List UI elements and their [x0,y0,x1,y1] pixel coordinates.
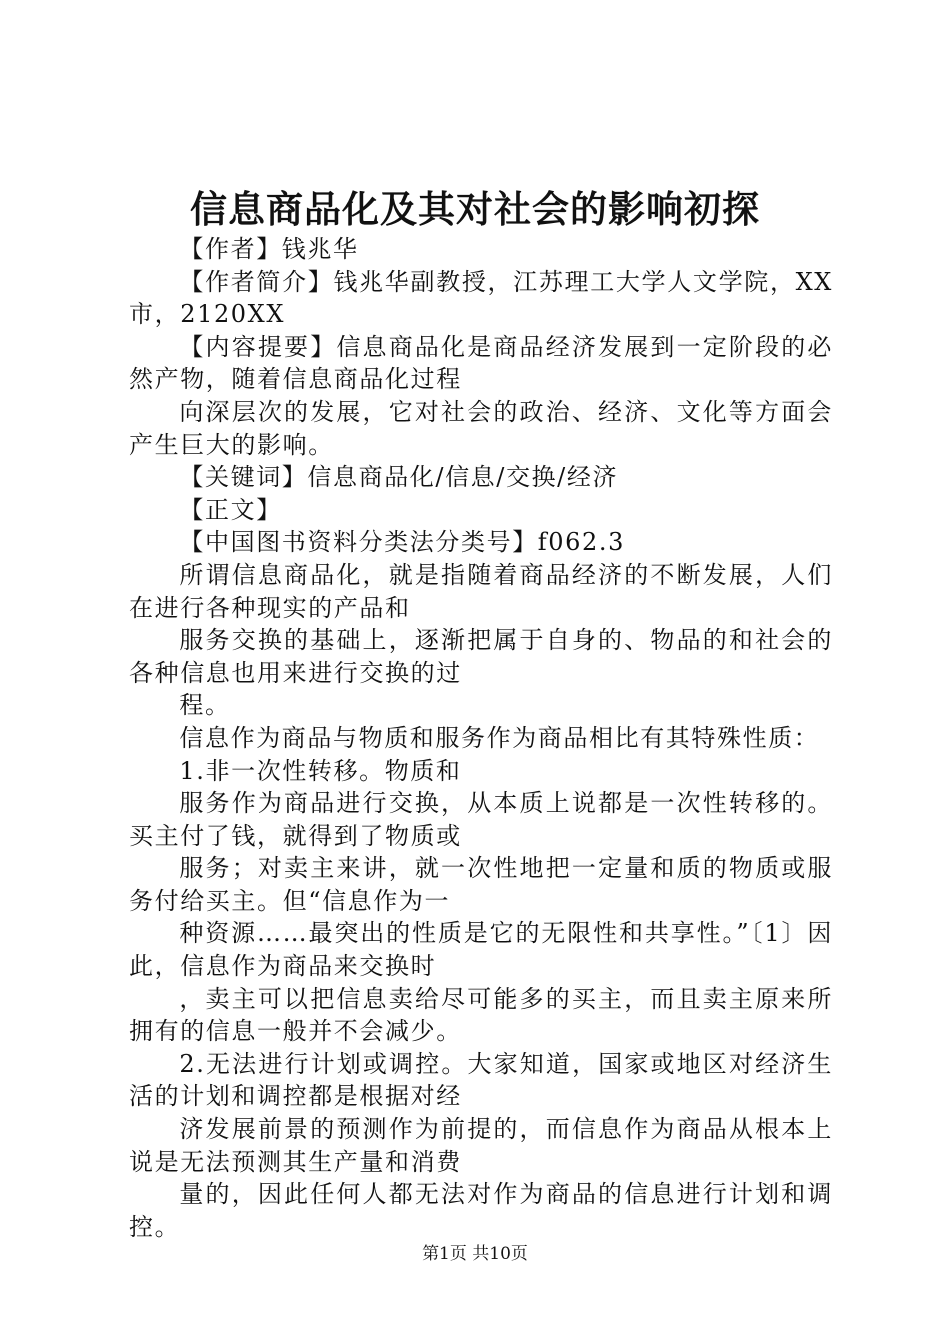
body-paragraph: 程。 [179,691,231,720]
page-number-footer: 第1页 共10页 [422,1244,528,1264]
body-paragraph: ，卖主可以把信息卖给尽可能多的买主，而且卖主原来所拥有的信息一般并不会减少。 [129,984,833,1046]
body-paragraph: 2.无法进行计划或调控。大家知道，国家或地区对经济生活的计划和调控都是根据对经 [129,1049,833,1111]
body-paragraph: 1.非一次性转移。物质和 [179,756,462,785]
abstract-line-1: 【内容提要】信息商品化是商品经济发展到一定阶段的必然产物，随着信息商品化过程 [129,332,833,394]
body-paragraph: 信息作为商品与物质和服务作为商品相比有其特殊性质： [179,723,820,752]
author-line: 【作者】钱兆华 [179,235,359,263]
main-text-label: 【正文】 [179,495,282,524]
keywords-line: 【关键词】信息商品化/信息/交换/经济 [179,463,619,492]
document-body [129,233,833,1243]
classification-line: 【中国图书资料分类法分类号】f062.3 [179,528,625,557]
body-paragraph: 所谓信息商品化，就是指随着商品经济的不断发展，人们在进行各种现实的产品和 [129,560,833,622]
author-bio: 【作者简介】钱兆华副教授，江苏理工大学人文学院，XX市，2120XX [129,267,833,329]
document-title: 信息商品化及其对社会的影响初探 [190,187,760,231]
body-paragraph: 服务；对卖主来讲，就一次性地把一定量和质的物质或服务付给买主。但“信息作为一 [129,854,833,915]
abstract-line-2: 向深层次的发展，它对社会的政治、经济、文化等方面会产生巨大的影响。 [129,397,833,459]
body-paragraph: 量的，因此任何人都无法对作为商品的信息进行计划和调控。 [129,1180,833,1241]
body-paragraph: 济发展前景的预测作为前提的，而信息作为商品从根本上说是无法预测其生产量和消费 [129,1115,833,1176]
body-paragraph: 服务作为商品进行交换，从本质上说都是一次性转移的。买主付了钱，就得到了物质或 [129,789,833,850]
body-paragraph: 种资源……最突出的性质是它的无限性和共享性。”〔1〕因此，信息作为商品来交换时 [129,919,833,981]
body-paragraph: 服务交换的基础上，逐渐把属于自身的、物品的和社会的各种信息也用来进行交换的过 [129,626,833,687]
